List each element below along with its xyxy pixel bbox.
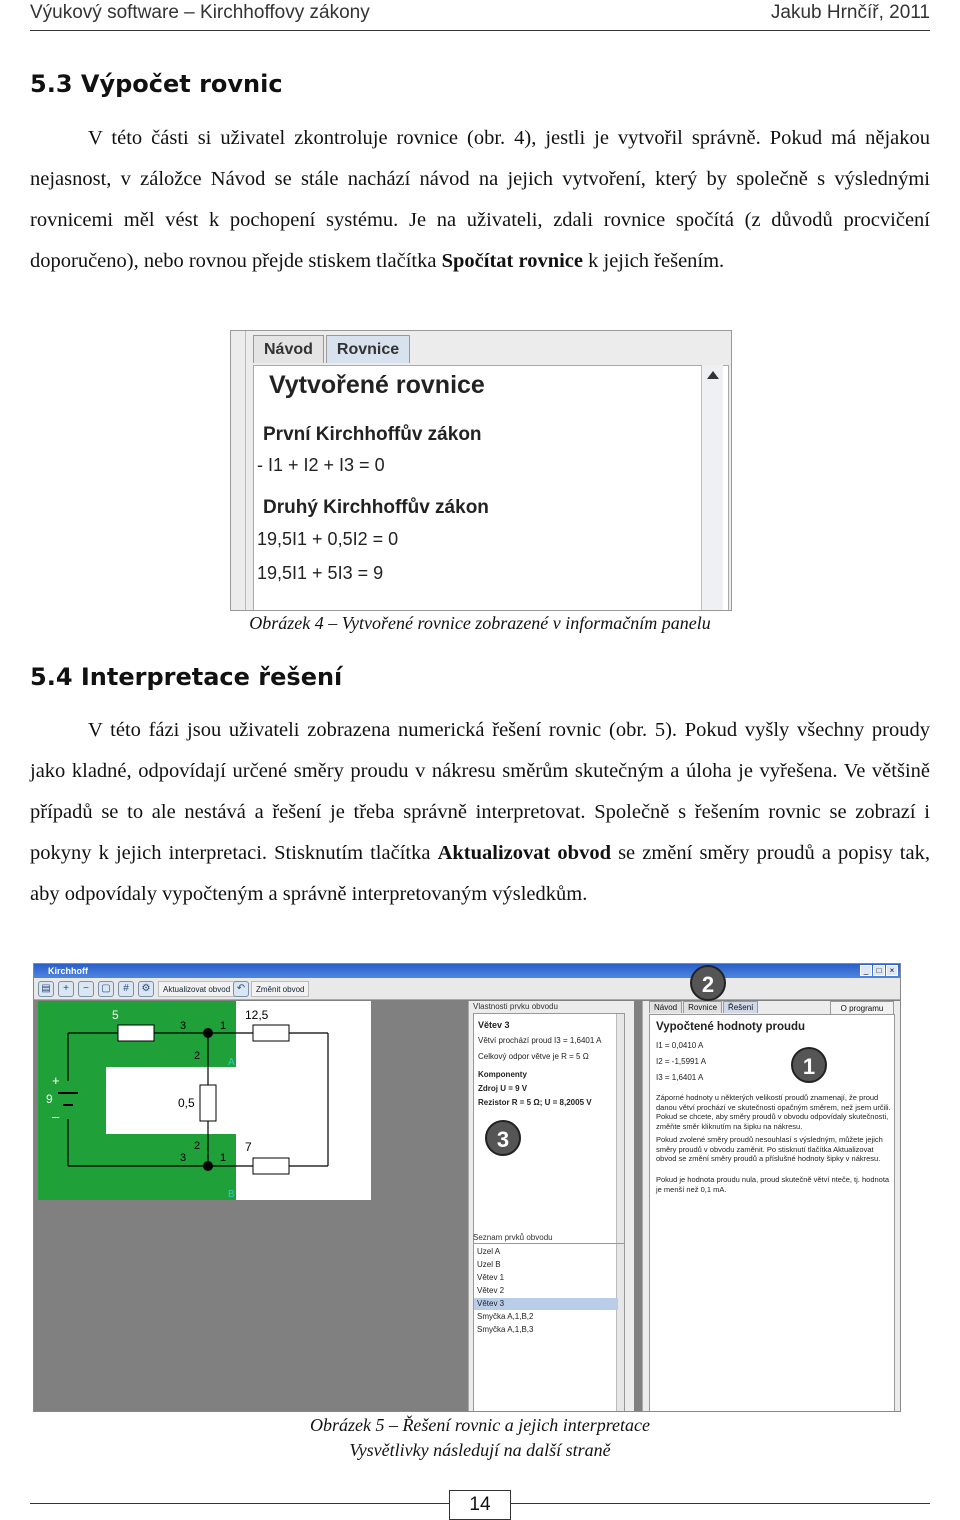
paragraph-5-4 — [30, 710, 930, 915]
callout-badge-2: 2 — [690, 965, 726, 1001]
info-tabs — [649, 1001, 759, 1013]
results-panel — [649, 1014, 895, 1412]
info-panel — [642, 1001, 901, 1412]
tab-navod[interactable]: Návod — [649, 1001, 682, 1013]
resistor-7 — [253, 1158, 289, 1174]
label-n3b: 3 — [180, 1152, 187, 1164]
heading-5-3: 5.3 Výpočet rovnic — [30, 70, 283, 98]
paragraph-5-3 — [30, 118, 930, 282]
label-r2: 12,5 — [245, 1008, 269, 1022]
component-source: Zdroj U = 9 V — [478, 1084, 528, 1093]
label-n3a: 3 — [180, 1020, 187, 1032]
close-icon[interactable]: × — [886, 965, 898, 976]
label-src: 9 — [46, 1092, 53, 1106]
equation-1: - I1 + I2 + I3 = 0 — [257, 455, 385, 475]
grid-icon[interactable]: # — [118, 981, 134, 997]
window-titlebar: Kirchhoff — [34, 964, 900, 978]
heading-5-4: 5.4 Interpretace řešení — [30, 663, 343, 691]
list-item-selected[interactable]: Větev 3 — [474, 1298, 618, 1310]
figure-4-caption: Obrázek 4 – Vytvořené rovnice zobrazené v informačním panelu — [249, 613, 711, 633]
label-n1a: 1 — [220, 1020, 227, 1032]
list-item[interactable]: Smyčka A,1,B,2 — [477, 1312, 534, 1321]
second-law-heading: Druhý Kirchhoffův zákon — [263, 497, 489, 518]
maximize-icon[interactable]: □ — [873, 965, 885, 976]
resistor-5 — [118, 1025, 154, 1041]
branch-name: Větev 3 — [478, 1020, 510, 1030]
label-n2a: 2 — [194, 1050, 201, 1062]
result-i3: I3 = 1,6401 A — [656, 1073, 704, 1082]
list-item[interactable]: Uzel A — [477, 1247, 501, 1256]
list-title: Seznam prvků obvodu — [473, 1233, 553, 1242]
list-item[interactable]: Uzel B — [477, 1260, 501, 1269]
properties-panel — [468, 1001, 634, 1412]
branch-resistance: Celkový odpor větve je R = 5 Ω — [478, 1052, 589, 1061]
new-file-icon[interactable]: ▤ — [38, 981, 54, 997]
paragraph-5-3-text: V této části si uživatel zkontroluje rovnice (obr. 4), jestli je vytvořil správně. Pokud má nějakou nejasnost, v záložce Návod se stále nachází návod na jejich vytvoření, který by společně s výslednými rovnicemi měl vést k pochopení systému. Je na uživateli, zdali rovnice spočítá (z důvodů procvičení doporučeno), nebo rovnou přejde stiskem tlačítka — [30, 127, 930, 272]
component-resistor: Rezistor R = 5 Ω; U = 8,2005 V — [478, 1098, 592, 1107]
first-law-heading: První Kirchhoffův zákon — [263, 424, 482, 445]
scroll-up-icon[interactable] — [707, 371, 719, 379]
list-item[interactable]: Smyčka A,1,B,3 — [477, 1325, 534, 1334]
resistor-12-5 — [253, 1025, 289, 1041]
figure-5-caption-note: Vysvětlivky následují na další straně — [349, 1440, 611, 1460]
undo-icon[interactable]: ↶ — [233, 981, 249, 997]
branch-current: Větví prochází proud I3 = 1,6401 A — [478, 1036, 602, 1045]
circuit-canvas[interactable] — [38, 1001, 371, 1200]
header-right: Jakub Hrnčíř, 2011 — [770, 2, 930, 23]
properties-scrollbar[interactable] — [616, 1014, 624, 1262]
zoom-out-icon[interactable]: − — [78, 981, 94, 997]
label-node-a: A — [228, 1057, 235, 1068]
note-zero: Pokud je hodnota proudu nula, proud skutečně větví nteče, tj. hodnota je menší než 0,1 mA. — [656, 1175, 890, 1194]
minimize-icon[interactable]: _ — [860, 965, 872, 976]
note-update: Pokud zvolené směry proudů nesouhlasí s výsledným, můžete jejich směry proudů v obvodu zaměnit. Po stisknutí tlačítka Aktualizovat obvod se změní směry proudů a příslušné hodnoty šipky v nákresu. — [656, 1135, 883, 1163]
node-a-dot — [203, 1028, 213, 1038]
gear-icon[interactable]: ⚙ — [138, 981, 154, 997]
note-negative: Záporné hodnoty u některých velikostí proudů znamenají, že proud danou větví prochází ve skutečnosti opačným směrem, než jsem určili. Pokud se chcete, aby směry proudů v obvodu odpovídaly skutečnosti, změňte směr kliknutím na šipku na nákresu. — [656, 1093, 891, 1131]
list-item[interactable]: Větev 1 — [477, 1273, 505, 1282]
header-divider — [30, 30, 930, 31]
tab-rovnice[interactable]: Rovnice — [683, 1001, 722, 1013]
info-panel-tabs — [253, 335, 412, 363]
page-number: 14 — [449, 1490, 511, 1520]
list-item[interactable]: Větev 2 — [477, 1286, 505, 1295]
running-header — [30, 2, 930, 28]
tab-reseni[interactable]: Řešení — [723, 1001, 758, 1013]
tab-navod[interactable]: Návod — [253, 335, 324, 363]
node-b-dot — [203, 1161, 213, 1171]
toolbar — [34, 978, 900, 1000]
zoom-in-icon[interactable]: + — [58, 981, 74, 997]
paragraph-5-3-end: k jejich řešením. — [583, 250, 725, 272]
label-r1: 5 — [112, 1008, 119, 1022]
label-minus: – — [52, 1109, 60, 1124]
label-plus: + — [52, 1073, 60, 1088]
paragraph-5-4-bold: Aktualizovat obvod — [437, 842, 611, 864]
properties-title: Vlastnosti prvku obvodu — [473, 1002, 558, 1011]
result-i1: I1 = 0,0410 A — [656, 1041, 704, 1050]
tab-rovnice[interactable]: Rovnice — [326, 335, 410, 363]
fit-icon[interactable]: ▢ — [98, 981, 114, 997]
label-node-b: B — [228, 1189, 235, 1200]
equation-2: 19,5I1 + 0,5I2 = 0 — [257, 529, 399, 549]
update-circuit-button[interactable]: Aktualizovat obvod — [158, 981, 235, 997]
result-i2: I2 = -1,5991 A — [656, 1057, 707, 1066]
change-circuit-button[interactable]: Změnit obvod — [251, 981, 309, 997]
paragraph-5-4-text: V této fázi jsou uživateli zobrazena numerická řešení rovnic (obr. 5). Pokud vyšly všechny proudy jako kladné, odpovídají určené směry proudu v nákresu směrům skutečným a úloha je vyřešena. Ve většině případů se to ale nestává a řešení je třeba správně interpretovat. Společně s řešením rovnic se zobrazí i pokyny k jejich interpretaci. Stisknutím tlačítka — [30, 719, 930, 864]
figure-5-screenshot — [33, 963, 901, 1412]
components-heading: Komponenty — [478, 1070, 527, 1079]
label-r3: 0,5 — [178, 1096, 195, 1110]
figure-5-caption: Obrázek 5 – Řešení rovnic a jejich interpretace — [309, 1415, 651, 1435]
header-left: Výukový software – Kirchhoffovy zákony — [30, 2, 370, 23]
panel-left-strip — [234, 331, 246, 611]
figure-4-screenshot — [230, 330, 732, 611]
results-title: Vypočtené hodnoty proudu — [656, 1021, 806, 1033]
callout-badge-1: 1 — [791, 1047, 827, 1083]
equation-3: 19,5I1 + 5I3 = 9 — [257, 563, 384, 583]
window-buttons — [859, 965, 898, 976]
about-button[interactable]: O programu — [830, 1001, 894, 1015]
label-n1b: 1 — [220, 1152, 227, 1164]
label-r4: 7 — [245, 1140, 252, 1154]
resistor-0-5 — [200, 1085, 216, 1121]
paragraph-5-3-bold: Spočítat rovnice — [441, 250, 583, 272]
label-n2b: 2 — [194, 1140, 201, 1152]
paragraph-5-4-end: se změní směry proudů a popisy tak, aby odpovídaly vypočteným a správně interpretovaným výsledkům. — [30, 842, 930, 905]
element-list — [473, 1243, 625, 1412]
equations-title: Vytvořené rovnice — [269, 371, 485, 399]
info-panel-scrollbar[interactable] — [701, 365, 723, 611]
callout-badge-3: 3 — [485, 1120, 521, 1156]
